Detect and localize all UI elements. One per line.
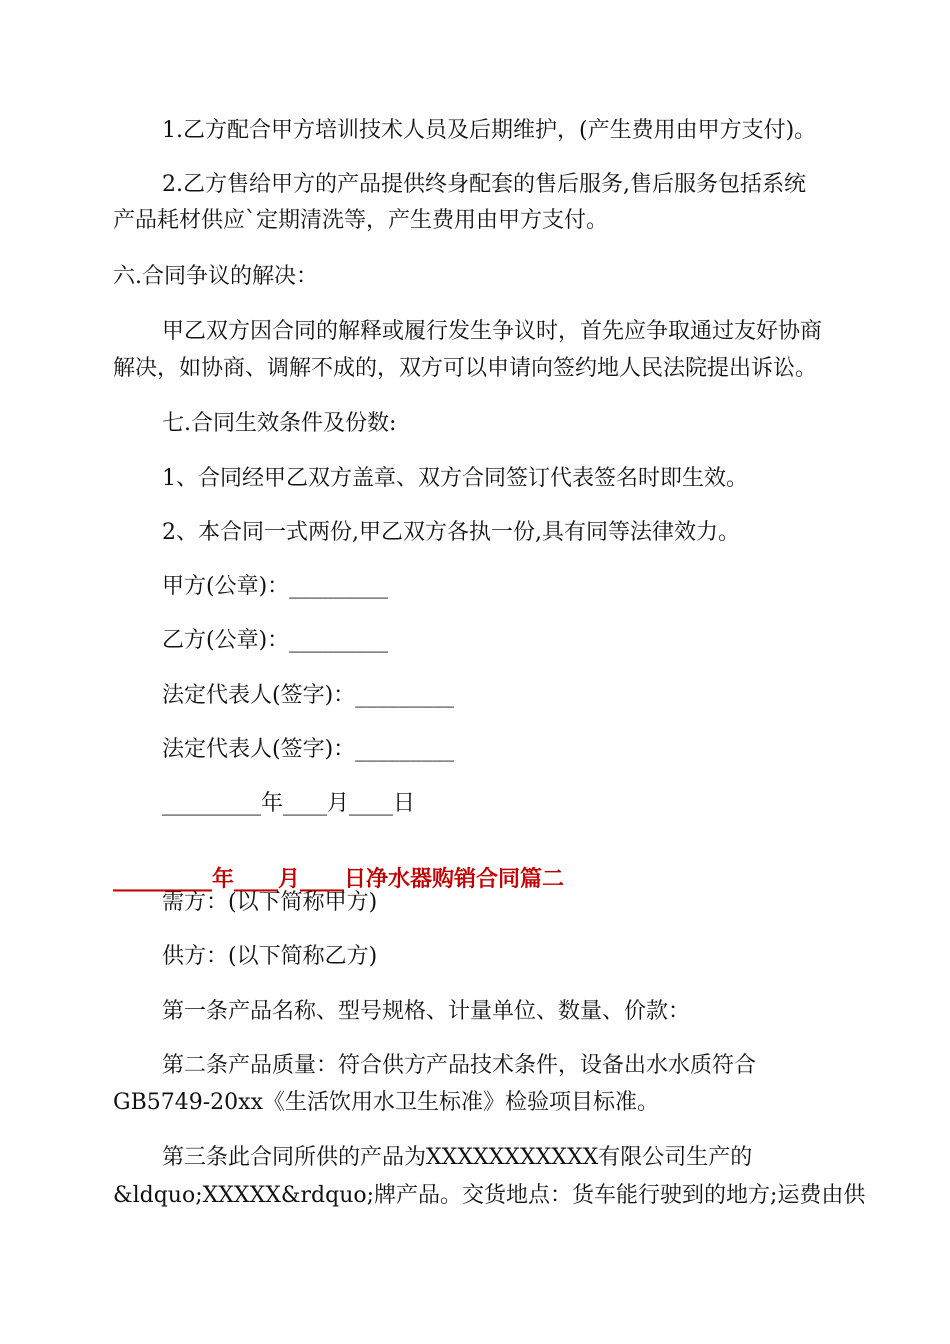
section-heading: _________年____月____日净水器购销合同篇二 — [113, 867, 565, 892]
clause-5-item-2: 2.乙方售给甲方的产品提供终身配套的售后服务,售后服务包括系统 — [162, 172, 806, 197]
article-2-cont: GB5749-20xx《生活饮用水卫生标准》检验项目标准。 — [113, 1090, 659, 1115]
article-1: 第一条产品名称、型号规格、计量单位、数量、价款： — [162, 999, 691, 1024]
party-b-seal: 乙方(公章)：_________ — [162, 628, 389, 653]
legal-rep-signature-2: 法定代表人(签字)：_________ — [162, 737, 455, 762]
buyer-line: 需方：(以下简称甲方) — [162, 890, 378, 915]
section-6-body-cont: 解决，如协商、调解不成的，双方可以申请向签约地人民法院提出诉讼。 — [113, 356, 818, 381]
party-a-seal: 甲方(公章)：_________ — [162, 574, 389, 599]
supplier-line: 供方：(以下简称乙方) — [162, 944, 378, 969]
article-3: 第三条此合同所供的产品为XXXXXXXXXXX有限公司生产的 — [162, 1145, 753, 1170]
section-6-body: 甲乙双方因合同的解释或履行发生争议时，首先应争取通过友好协商 — [162, 319, 823, 344]
legal-rep-signature-1: 法定代表人(签字)：_________ — [162, 683, 455, 708]
article-3-cont: &ldquo;XXXXX&rdquo;牌产品。交货地点：货车能行驶到的地方;运费由供 — [113, 1183, 866, 1208]
section-6-title: 六.合同争议的解决： — [113, 264, 318, 289]
date-line: _________年____月____日 — [162, 791, 416, 816]
section-7-item-2: 2、本合同一式两份,甲乙双方各执一份,具有同等法律效力。 — [162, 520, 740, 545]
section-7-title: 七.合同生效条件及份数: — [162, 411, 397, 436]
clause-5-item-2-cont: 产品耗材供应`定期清洗等，产生费用由甲方支付。 — [113, 208, 609, 233]
section-7-item-1: 1、合同经甲乙双方盖章、双方合同签订代表签名时即生效。 — [162, 466, 748, 491]
clause-5-item-1: 1.乙方配合甲方培训技术人员及后期维护，(产生费用由甲方支付)。 — [162, 118, 817, 143]
article-2: 第二条产品质量：符合供方产品技术条件，设备出水水质符合 — [162, 1053, 757, 1078]
